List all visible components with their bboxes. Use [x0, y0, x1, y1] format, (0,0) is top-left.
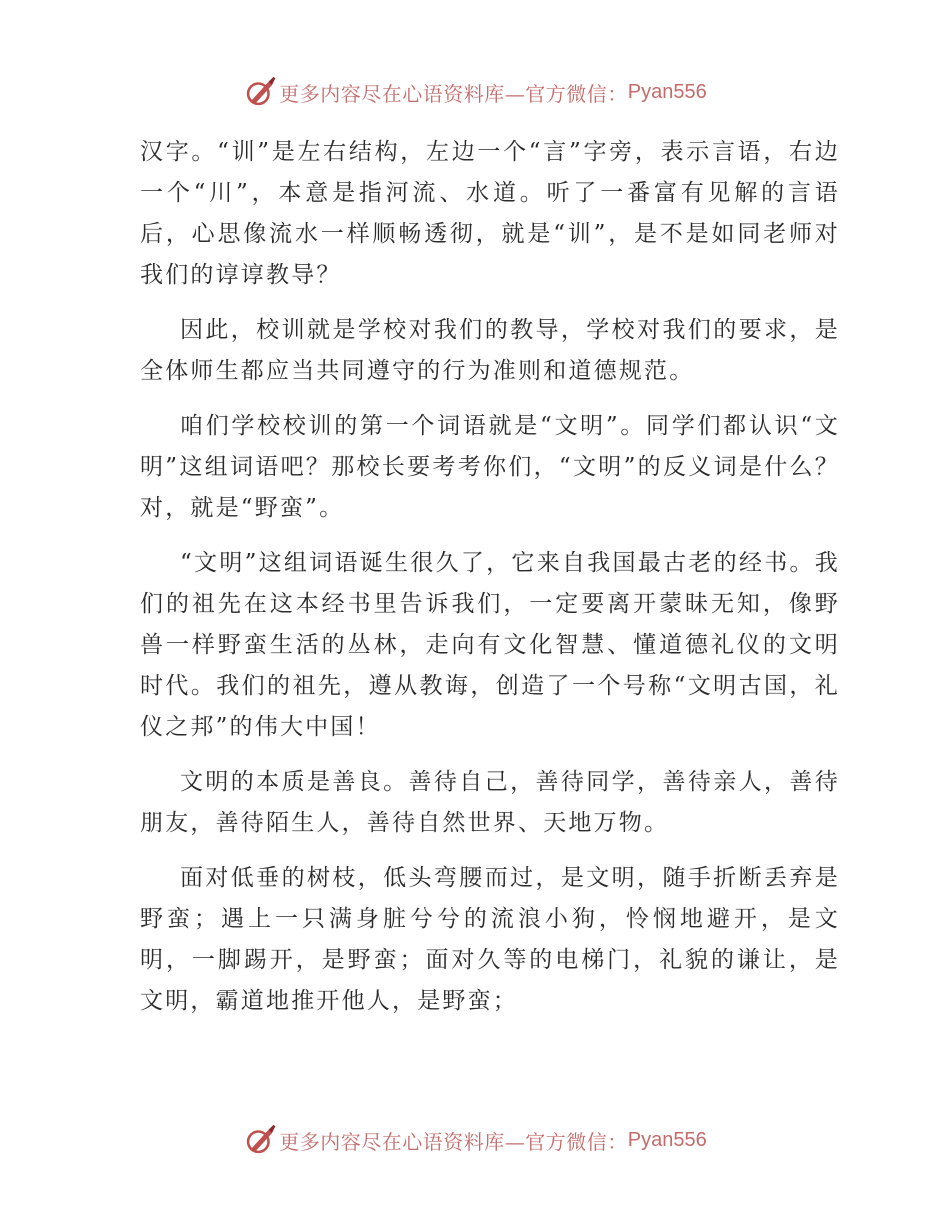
footer-banner — [0, 1120, 950, 1160]
banner-wechat-id: Pyan556 — [627, 1128, 707, 1151]
banner-text: 更多内容尽在心语资料库—官方微信： — [279, 81, 628, 106]
paragraph: 文明的本质是善良。善待自己，善待同学，善待亲人，善待朋友，善待陌生人，善待自然世界、天地万物。 — [140, 769, 840, 836]
paragraph: “文明”这组词语诞生很久了，它来自我国最古老的经书。我们的祖先在这本经书里告诉我们，一定要离开蒙昧无知，像野兽一样野蛮生活的丛林，走向有文化智慧、懂道德礼仪的文明时代。我们的祖先，遵从教诲，创造了一个号称“文明古国，礼仪之邦”的伟大中国！ — [140, 550, 840, 740]
pen-nib-logo-icon — [243, 75, 277, 109]
paragraph: 因此，校训就是学校对我们的教导，学校对我们的要求，是全体师生都应当共同遵守的行为准则和道德规范。 — [140, 317, 840, 384]
banner-text: 更多内容尽在心语资料库—官方微信： — [279, 1129, 628, 1154]
header-banner — [0, 72, 950, 112]
document-body — [140, 132, 840, 1036]
paragraph: 面对低垂的树枝，低头弯腰而过，是文明，随手折断丢弃是野蛮；遇上一只满身脏兮兮的流浪小狗，怜悯地避开，是文明，一脚踢开，是野蛮；面对久等的电梯门，礼貌的谦让，是文明，霸道地推开他人，是野蛮； — [140, 865, 840, 1014]
pen-nib-logo-icon — [243, 1123, 277, 1157]
paragraph: 咱们学校校训的第一个词语就是“文明”。同学们都认识“文明”这组词语吧？那校长要考考你们，“文明”的反义词是什么？对，就是“野蛮”。 — [140, 413, 840, 521]
paragraph: 汉字。“训”是左右结构，左边一个“言”字旁，表示言语，右边一个“川”，本意是指河流、水道。听了一番富有见解的言语后，心思像流水一样顺畅透彻，就是“训”，是不是如同老师对我们的谆谆教导？ — [140, 139, 840, 288]
banner-wechat-id: Pyan556 — [627, 80, 707, 103]
